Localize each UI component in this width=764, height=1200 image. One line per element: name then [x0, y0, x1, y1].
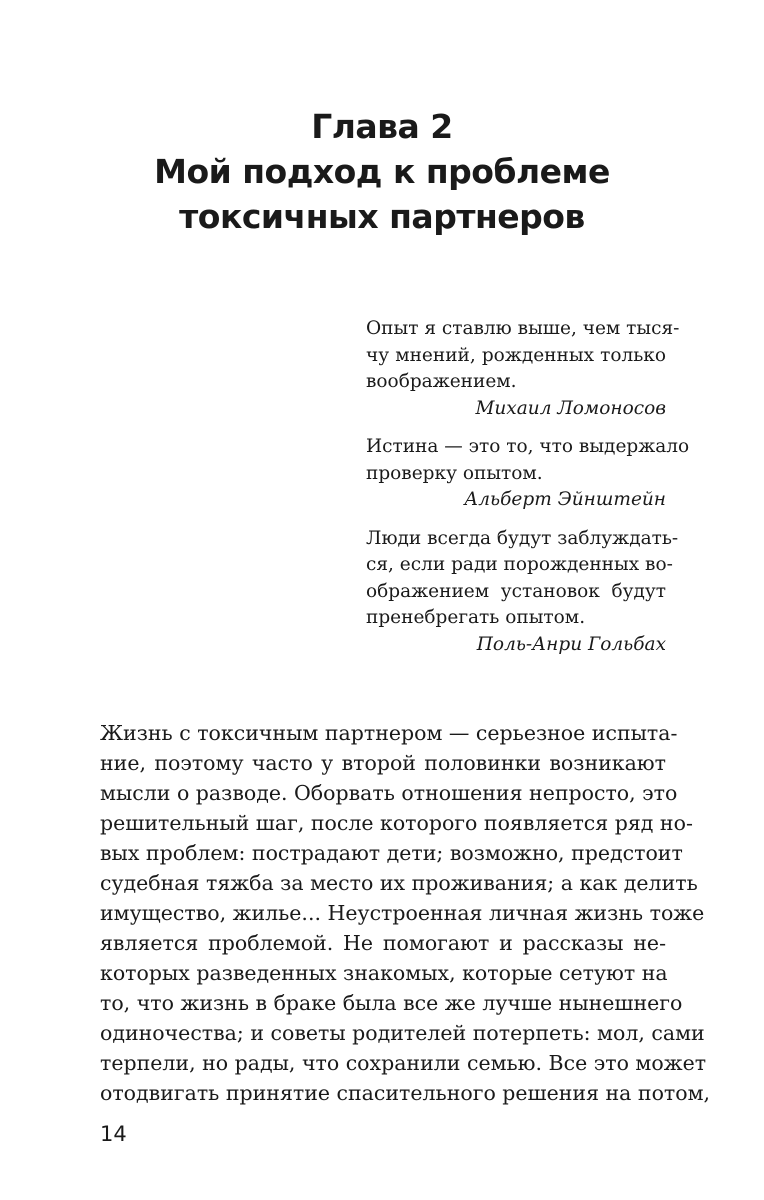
- body-line: отодвигать принятие спасительного решения на потом,: [100, 1081, 711, 1105]
- body-line: мысли о разводе. Оборвать отношения непросто, это: [100, 781, 678, 805]
- page-number: 14: [100, 1122, 127, 1146]
- body-line: является проблемой. Не помогают и рассказы не-: [100, 931, 666, 955]
- chapter-title-line: Мой подход к проблеме: [154, 152, 610, 191]
- epigraph-line: Опыт я ставлю выше, чем тыся-: [366, 318, 680, 339]
- epigraph-line: Люди всегда будут заблуждать-: [366, 527, 679, 549]
- epigraph-line: проверку опытом.: [366, 462, 543, 484]
- body-line: которых разведенных знакомых, которые сетуют на: [100, 961, 668, 985]
- epigraph-author: Поль-Анри Гольбах: [476, 633, 666, 655]
- epigraph-line: ся, если ради порожденных во-: [366, 554, 673, 575]
- body-line: ние, поэтому часто у второй половинки возникают: [100, 751, 666, 775]
- body-line: терпели, но рады, что сохранили семью. Все это может: [100, 1051, 707, 1075]
- epigraph: [366, 526, 679, 659]
- epigraph-line: ображением установок будут: [366, 580, 666, 602]
- chapter-number: Глава 2: [311, 107, 453, 146]
- body-line: Жизнь с токсичным партнером — серьезное испыта-: [100, 721, 678, 745]
- epigraph-line: воображением.: [366, 371, 517, 392]
- epigraph: [366, 434, 690, 514]
- epigraph-line: чу мнений, рожденных только: [366, 344, 666, 366]
- chapter-title-line: токсичных партнеров: [179, 197, 585, 236]
- body-line: то, что жизнь в браке была все же лучше нынешнего: [100, 991, 683, 1015]
- epigraphs: [366, 316, 690, 658]
- epigraph-line: пренебрегать опытом.: [366, 607, 586, 628]
- body-line: вых проблем: пострадают дети; возможно, предстоит: [100, 841, 683, 865]
- epigraph-author: Альберт Эйнштейн: [464, 489, 666, 510]
- epigraph-author: Михаил Ломоносов: [475, 397, 666, 419]
- body-line: одиночества; и советы родителей потерпеть: мол, сами: [100, 1021, 705, 1045]
- epigraph-line: Истина — это то, что выдержало: [366, 436, 690, 457]
- chapter-heading: [0, 104, 764, 239]
- body-paragraph: [100, 718, 711, 1108]
- body-line: имущество, жилье... Неустроенная личная жизнь тоже: [100, 901, 705, 925]
- body-line: решительный шаг, после которого появляется ряд но-: [100, 811, 693, 835]
- body-line: судебная тяжба за место их проживания; а как делить: [100, 871, 698, 895]
- epigraph: [366, 316, 680, 422]
